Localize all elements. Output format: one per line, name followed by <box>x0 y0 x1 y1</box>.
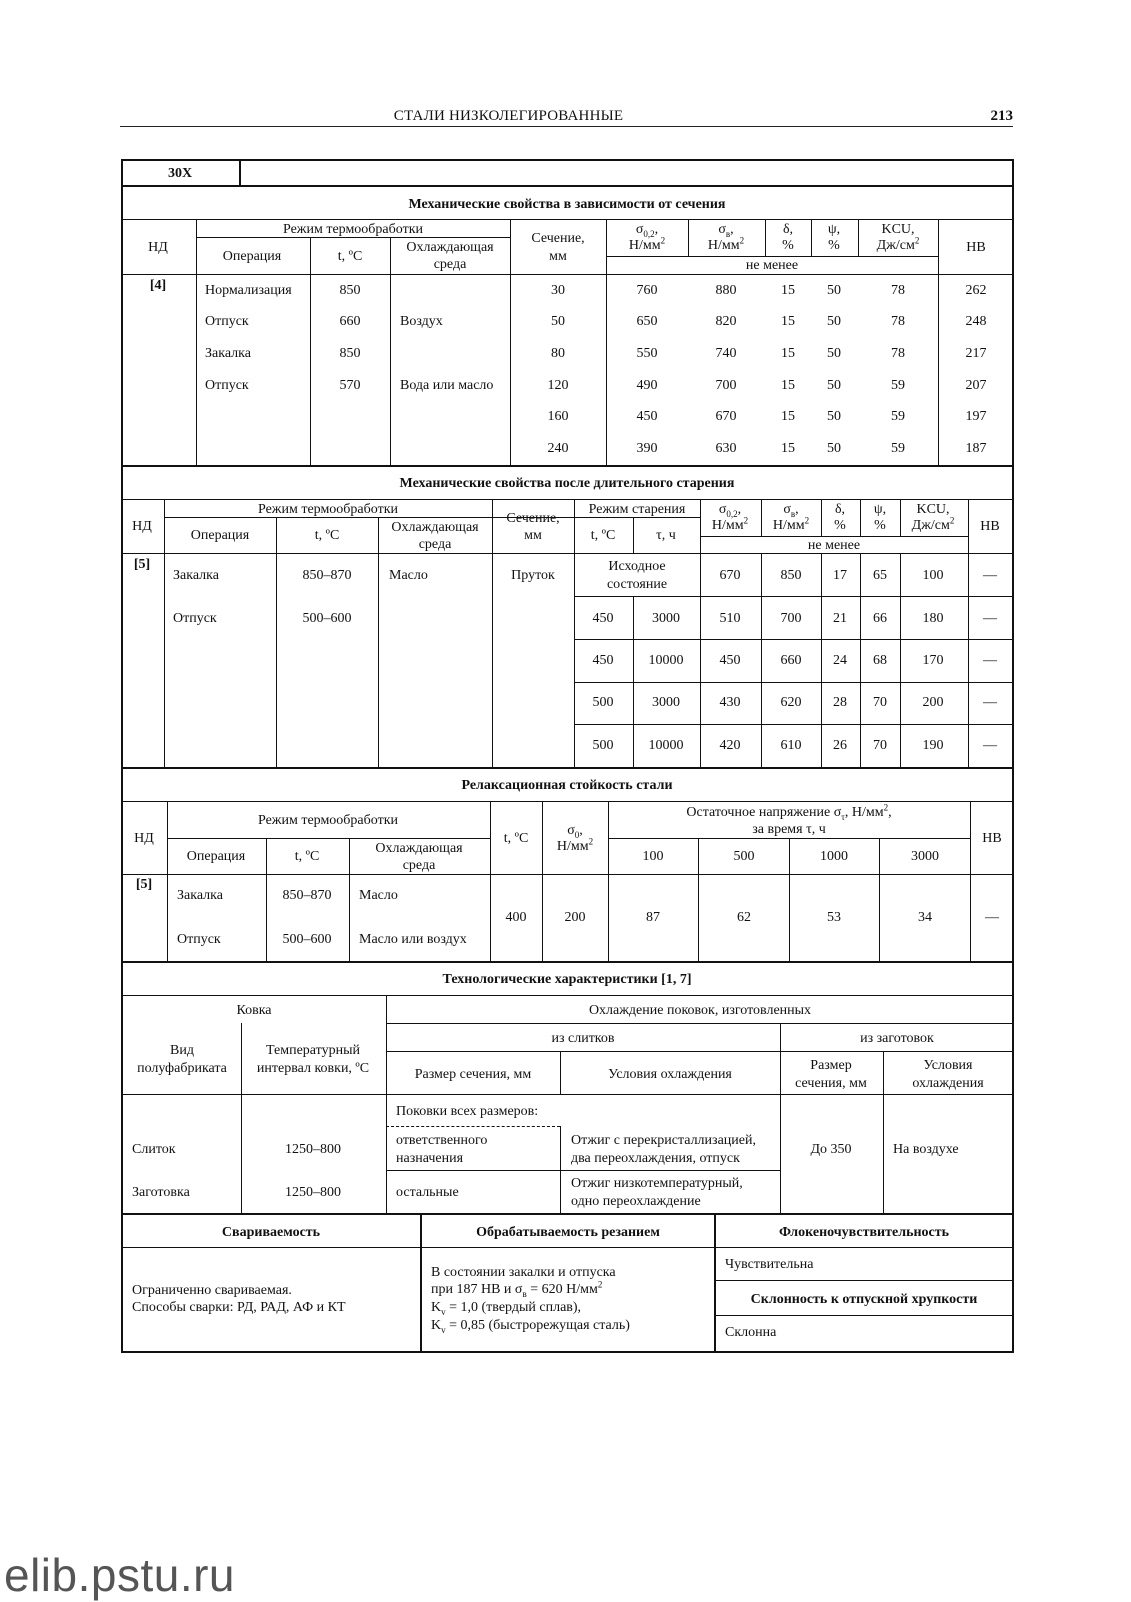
header-nd: НД <box>148 240 168 255</box>
header-kcu-unit: $Дж/см^2$ <box>911 515 955 533</box>
header-delta: δ, <box>782 222 794 237</box>
header-delta: δ, <box>834 502 846 517</box>
nd-ref: [4] <box>149 278 167 293</box>
other-conditions: Отжиг низкотемпературный, <box>571 1176 743 1191</box>
temp-cell: 500–600 <box>282 932 332 947</box>
medium-cell: Масло или воздух <box>359 932 467 947</box>
page-number: 213 <box>990 108 1013 124</box>
header-cond-billets-2: охлаждения <box>912 1076 984 1091</box>
header-sigma02: $\sigma_{0,2}$, <box>718 502 742 519</box>
machinability-text-2: при 187 НВ и $\sigma_в = 620$ $Н/мм^2$ <box>431 1279 603 1299</box>
temp-cell: 850–870 <box>282 888 332 903</box>
header-medium-2: среда <box>433 257 467 272</box>
header-hb: НВ <box>980 519 1000 534</box>
header-min: не менее <box>745 258 799 273</box>
header-sigmab: $\sigma_в$, <box>783 502 799 519</box>
kind-cell: Слиток <box>132 1142 176 1157</box>
header-time: 1000 <box>820 849 848 864</box>
op-cell: Закалка <box>173 568 219 583</box>
op-cell: Отпуск <box>177 932 221 947</box>
weldability-text-2: Способы сварки: РД, РАД, АФ и КТ <box>132 1300 346 1315</box>
running-title: СТАЛИ НИЗКОЛЕГИРОВАННЫЕ <box>393 108 624 124</box>
medium-cell: Масло <box>359 888 398 903</box>
forge-temp-cell: 1250–800 <box>285 1142 341 1157</box>
other-purpose: остальные <box>396 1185 459 1200</box>
initial-state-2: состояние <box>606 577 668 592</box>
medium-cell: Вода или масло <box>400 378 494 393</box>
header-section-unit: мм <box>524 528 542 543</box>
header-residual: Остаточное напряжение $\sigma_\tau$, $Н/мм^2$, <box>686 802 892 822</box>
temper-brittleness-value: Склонна <box>725 1325 777 1340</box>
header-forge-temp: Температурный <box>266 1043 360 1058</box>
critical-conditions-2: два переохлаждения, отпуск <box>571 1151 740 1166</box>
billet-size-cell: До 350 <box>810 1142 852 1157</box>
header-residual-2: за время τ, ч <box>752 822 826 837</box>
header-operation: Операция <box>222 249 282 264</box>
header-aging-time: τ, ч <box>656 528 676 543</box>
header-forge-temp-2: интервал ковки, ºС <box>256 1061 370 1076</box>
all-sizes-note: Поковки всех размеров: <box>396 1104 539 1119</box>
header-regime: Режим термообработки <box>257 813 399 828</box>
billet-cond-cell: На воздухе <box>893 1142 959 1157</box>
header-sigma02-unit: $Н/мм^2$ <box>711 515 749 533</box>
header-regime: Режим термообработки <box>282 222 424 237</box>
medium-cell: Воздух <box>400 314 443 329</box>
header-sigma02-unit: $Н/мм^2$ <box>628 235 666 253</box>
header-kcu-unit: $Дж/см^2$ <box>876 235 920 253</box>
critical-purpose-2: назначения <box>396 1151 464 1166</box>
header-aging-regime: Режим старения <box>588 502 686 517</box>
machinability-title: Обрабатываемость резанием <box>476 1225 660 1240</box>
temp-cell: 660 <box>339 314 361 329</box>
header-kcu: KCU, <box>916 502 950 517</box>
header-section: Сечение, <box>531 231 585 246</box>
header-kcu: KCU, <box>881 222 915 237</box>
temp-cell: 570 <box>339 378 361 393</box>
header-medium: Охлаждающая <box>406 240 494 255</box>
header-psi-unit: % <box>828 238 840 253</box>
header-sigma02: $\sigma_{0,2}$, <box>635 222 659 239</box>
section-title-mechanical: Механические свойства в зависимости от сечения <box>408 197 726 212</box>
steel-datasheet-frame <box>121 159 1014 1353</box>
header-sigma0-unit: $Н/мм^2$ <box>556 836 594 854</box>
critical-purpose: ответственного <box>396 1133 488 1148</box>
header-medium: Охлаждающая <box>391 520 479 535</box>
header-delta-unit: % <box>782 238 794 253</box>
header-regime: Режим термообработки <box>257 502 399 517</box>
header-sigmab-unit: $Н/мм^2$ <box>772 515 810 533</box>
section-title-relaxation: Релаксационная стойкость стали <box>461 778 673 793</box>
temper-brittleness-title: Склонность к отпускной хрупкости <box>750 1292 978 1307</box>
steel-grade: 30Х <box>167 166 193 181</box>
header-kind-2: полуфабриката <box>137 1061 227 1076</box>
header-psi: ψ, <box>873 502 887 517</box>
initial-state: Исходное <box>608 559 666 574</box>
op-cell: Закалка <box>177 888 223 903</box>
section-title-aging: Механические свойства после длительного старения <box>399 476 735 491</box>
header-nd: НД <box>132 519 152 534</box>
header-forging: Ковка <box>236 1003 272 1018</box>
header-medium: Охлаждающая <box>375 841 463 856</box>
header-temperature: t, ºС <box>314 528 340 543</box>
section-title-technological: Технологические характеристики [1, 7] <box>442 972 692 987</box>
machinability-text-4: $K_v = 0,85$ (быстрорежущая сталь) <box>431 1318 630 1335</box>
watermark-text: elib.pstu.ru <box>4 1549 236 1601</box>
header-operation: Операция <box>186 849 246 864</box>
header-medium-2: среда <box>402 858 436 873</box>
op-cell: Закалка <box>205 346 251 361</box>
header-delta-unit: % <box>834 518 846 533</box>
header-section-unit: мм <box>549 249 567 264</box>
op-cell: Отпуск <box>205 378 249 393</box>
header-kind: Вид <box>170 1043 194 1058</box>
header-cond-billets: Условия <box>923 1058 973 1073</box>
header-operation: Операция <box>190 528 250 543</box>
header-size-billets-2: сечения, мм <box>795 1076 867 1091</box>
section-cell: Пруток <box>511 568 555 583</box>
header-conditions: Условия охлаждения <box>608 1067 732 1082</box>
op-cell: Отпуск <box>205 314 249 329</box>
header-cooling: Охлаждение поковок, изготовленных <box>588 1003 812 1018</box>
header-sigmab-unit: $Н/мм^2$ <box>707 235 745 253</box>
op-cell: Нормализация <box>205 283 292 298</box>
weldability-title: Свариваемость <box>221 1225 321 1240</box>
critical-conditions: Отжиг с перекристаллизацией, <box>571 1133 756 1148</box>
header-from-ingots: из слитков <box>551 1031 615 1046</box>
header-from-billets: из заготовок <box>860 1031 934 1046</box>
temp-cell: 850–870 <box>302 568 352 583</box>
nd-ref: [5] <box>133 557 151 572</box>
header-aging-temp: t, ºС <box>590 528 616 543</box>
header-time: 500 <box>733 849 755 864</box>
header-time: 3000 <box>911 849 939 864</box>
other-conditions-2: одно переохлаждение <box>571 1194 701 1209</box>
header-hb: НВ <box>982 831 1002 846</box>
flake-sensitivity-value: Чувствительна <box>725 1257 814 1272</box>
machinability-text: В состоянии закалки и отпуска <box>431 1265 616 1280</box>
header-section: Сечение, <box>506 511 560 526</box>
weldability-text: Ограниченно свариваемая. <box>132 1283 292 1298</box>
header-test-temp: t, ºС <box>503 831 529 846</box>
temp-cell: 500–600 <box>302 611 352 626</box>
header-nd: НД <box>134 831 154 846</box>
kind-cell: Заготовка <box>132 1185 190 1200</box>
medium-cell: Масло <box>389 568 428 583</box>
header-psi-unit: % <box>874 518 886 533</box>
header-medium-2: среда <box>418 537 452 552</box>
op-cell: Отпуск <box>173 611 217 626</box>
header-rule <box>120 126 1013 127</box>
header-sigma0: $\sigma_0$, <box>567 823 583 840</box>
header-hb: НВ <box>966 240 986 255</box>
header-size: Размер сечения, мм <box>414 1067 532 1082</box>
header-temperature: t, ºС <box>337 249 363 264</box>
header-time: 100 <box>642 849 664 864</box>
temp-cell: 850 <box>339 346 361 361</box>
header-temperature: t, ºС <box>294 849 320 864</box>
header-size-billets: Размер <box>810 1058 852 1073</box>
header-sigmab: $\sigma_в$, <box>718 222 734 239</box>
temp-cell: 850 <box>339 283 361 298</box>
flake-sensitivity-title: Флокеночувствительность <box>778 1225 950 1240</box>
nd-ref: [5] <box>135 877 153 892</box>
header-min: не менее <box>807 538 861 553</box>
header-psi: ψ, <box>827 222 841 237</box>
machinability-text-3: $K_v = 1,0$ (твердый сплав), <box>431 1300 582 1317</box>
forge-temp-cell: 1250–800 <box>285 1185 341 1200</box>
